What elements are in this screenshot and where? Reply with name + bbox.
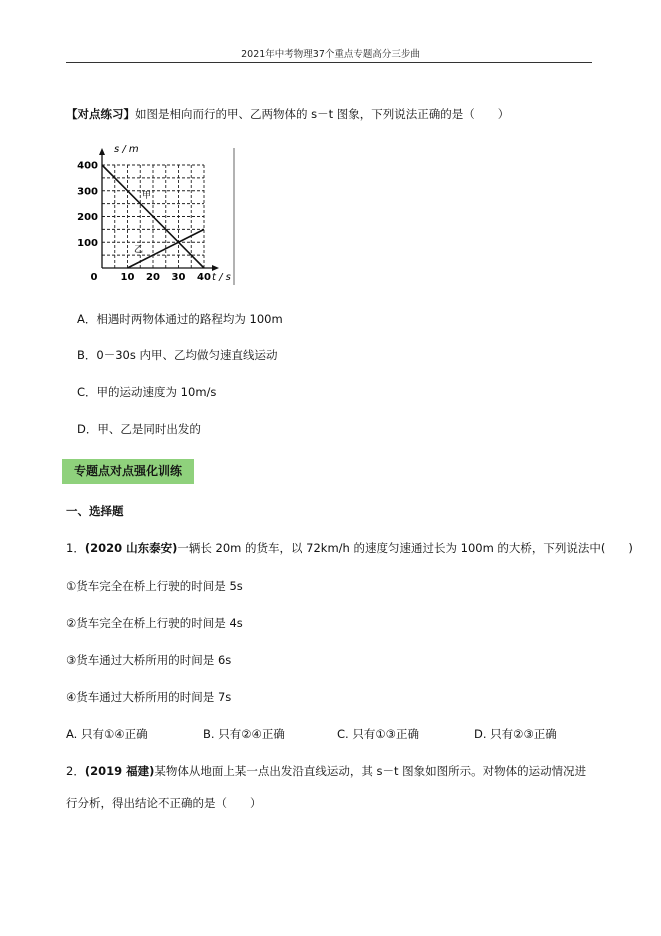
x-tick-label: 20 [146,272,160,283]
y-axis-label: s / m [114,144,139,155]
q2-stem [66,764,586,779]
y-axis-arrow [99,148,105,155]
q1-choice-a: A. 只有①④正确 [66,727,148,741]
y-tick-label: 300 [77,186,98,198]
practice-tag: 【对点练习】 [66,107,135,121]
section-title: 一、选择题 [66,504,124,518]
series-label-jia: 甲 [142,191,152,201]
practice-question-text: 如图是相向而行的甲、乙两物体的 s－t 图象，下列说法正确的是（ ） [135,107,510,121]
q1-statement-2: ②货车完全在桥上行驶的时间是 4s [66,616,243,630]
option-c: C．甲的运动速度为 10m/s [77,385,217,399]
q1-source: (2020 山东泰安) [84,541,178,555]
q1-choice-c: C. 只有①③正确 [337,727,419,741]
x-axis-arrow [212,265,219,271]
q1-prefix: 1． [66,541,85,555]
x-tick-label: 30 [171,272,186,283]
q2-stem-line1: 某物体从地面上某一点出发沿直线运动，其 s－t 图象如图所示。对物体的运动情况进 [154,764,587,778]
q1-statement-4: ④货车通过大桥所用的时间是 7s [66,690,232,704]
practice-question [66,107,509,122]
y-tick-label: 100 [77,237,98,249]
q2-prefix: 2． [66,764,85,778]
y-tick-label: 400 [77,160,98,172]
q2-stem-line2: 行分析，得出结论不正确的是（ ） [66,796,262,810]
q1-stem [66,541,633,556]
header-rule [66,62,592,63]
x-tick-label: 40 [197,272,211,283]
y-tick-label: 200 [77,212,98,223]
q2-source: (2019 福建) [84,764,155,778]
st-graph [70,140,250,290]
page-header: 2021年中考物理37个重点专题高分三步曲 [241,49,420,60]
section-banner: 专题点对点强化训练 [62,459,194,484]
q1-stem-text: 一辆长 20m 的货车，以 72km/h 的速度匀速通过长为 100m 的大桥，下列说法中( ) [177,541,633,555]
x-tick-label: 0 [90,272,98,283]
x-axis-label: t / s [212,272,231,283]
option-a: A．相遇时两物体通过的路程均为 100m [77,312,283,326]
q1-statement-1: ①货车完全在桥上行驶的时间是 5s [66,579,243,593]
x-tick-label: 10 [120,272,135,283]
option-b: B．0－30s 内甲、乙均做匀速直线运动 [77,348,278,362]
series-label-yi: 乙 [134,245,144,255]
option-d: D．甲、乙是同时出发的 [77,422,201,436]
q1-choice-d: D. 只有②③正确 [474,727,557,741]
q1-statement-3: ③货车通过大桥所用的时间是 6s [66,653,232,667]
q1-choice-b: B. 只有②④正确 [203,727,285,741]
